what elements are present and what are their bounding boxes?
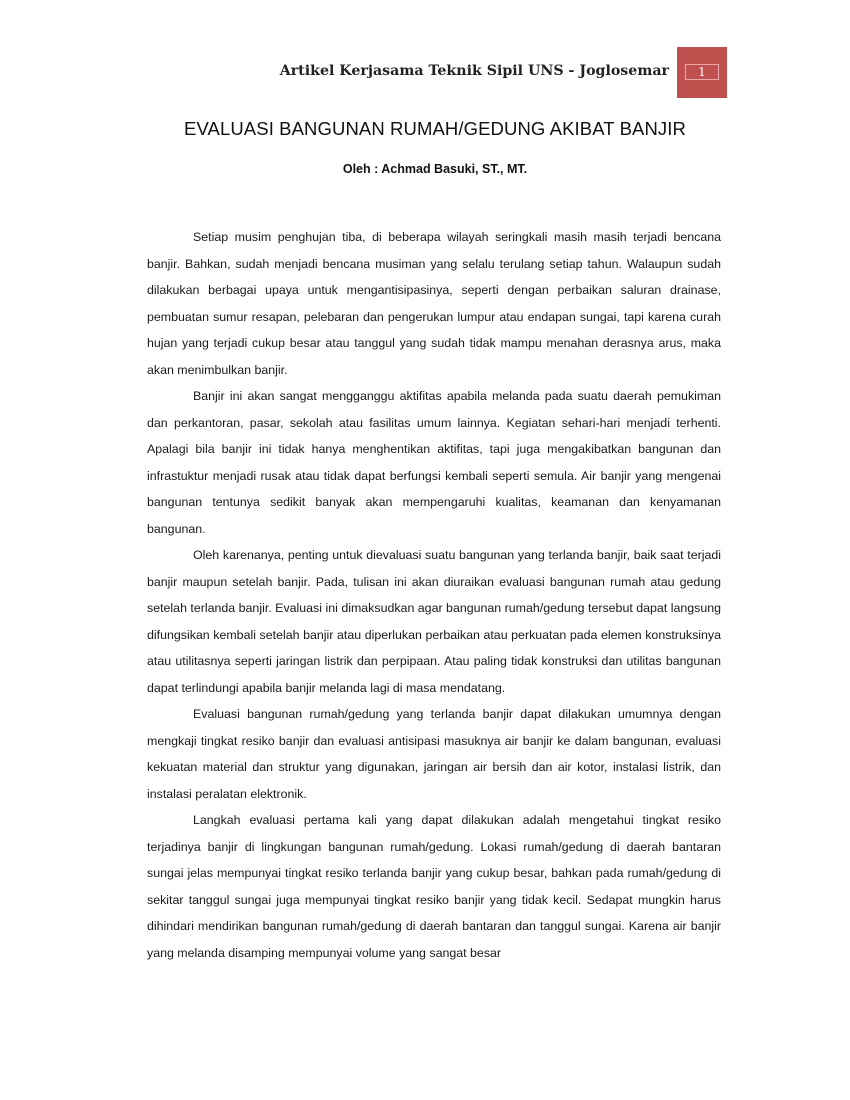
article-body	[147, 224, 721, 966]
paragraph: Evaluasi bangunan rumah/gedung yang terlanda banjir dapat dilakukan umumnya dengan mengkaji tingkat resiko banjir dan evaluasi antisipasi masuknya air banjir ke dalam bangunan, evaluasi kekuatan material dan struktur yang digunakan, jaringan air bersih dan air kotor, instalasi listrik, dan instalasi peralatan elektronik.	[147, 707, 721, 801]
paragraph: Langkah evaluasi pertama kali yang dapat dilakukan adalah mengetahui tingkat resiko terjadinya banjir di lingkungan bangunan rumah/gedung. Lokasi rumah/gedung di daerah bantaran sungai jelas mempunyai tingkat resiko terlanda banjir yang cukup besar, bahkan pada rumah/gedung di sekitar tanggul sungai juga mempunyai tingkat resiko banjir yang tidak kecil. Sedapat mungkin harus dihindari mendirikan bangunan rumah/gedung di daerah bantaran dan tanggul sungai. Karena air banjir yang melanda disamping mempunyai volume yang sangat besar	[147, 813, 721, 960]
article-title: EVALUASI BANGUNAN RUMAH/GEDUNG AKIBAT BANJIR	[184, 118, 686, 139]
paragraph: Setiap musim penghujan tiba, di beberapa wilayah seringkali masih masih terjadi bencana banjir. Bahkan, sudah menjadi bencana musiman yang selalu terulang setiap tahun. Walaupun sudah dilakukan berbagai upaya untuk mengantisipasinya, seperti dengan perbaikan saluran drainase, pembuatan sumur resapan, pelebaran dan pengerukan lumpur atau endapan sungai, tapi karena curah hujan yang terjadi cukup besar atau tanggul yang sudah tidak mampu menahan derasnya arus, maka akan menimbulkan banjir.	[147, 230, 721, 377]
paragraph: Oleh karenanya, penting untuk dievaluasi suatu bangunan yang terlanda banjir, baik saat terjadi banjir maupun setelah banjir. Pada, tulisan ini akan diuraikan evaluasi bangunan rumah atau gedung setelah terlanda banjir. Evaluasi ini dimaksudkan agar bangunan rumah/gedung tersebut dapat langsung difungsikan kembali setelah banjir atau diperlukan perbaikan atau perkuatan pada elemen konstruksinya atau utilitasnya seperti jaringan listrik dan perpipaan. Atau paling tidak konstruksi dan utilitas bangunan dapat terlindungi apabila banjir melanda lagi di masa mendatang.	[147, 548, 721, 695]
page-number-badge	[677, 47, 727, 98]
page-number: 1	[698, 65, 706, 79]
paragraph: Banjir ini akan sangat mengganggu aktifitas apabila melanda pada suatu daerah pemukiman dan perkantoran, pasar, sekolah atau fasilitas umum lainnya. Kegiatan sehari-hari menjadi terhenti. Apalagi bila banjir ini tidak hanya menghentikan aktifitas, tapi juga mengakibatkan bangunan dan infrastuktur menjadi rusak atau tidak dapat berfungsi kembali seperti semula. Air banjir yang mengenai bangunan tentunya sedikit banyak akan mempengaruhi kualitas, keamanan dan kenyamanan bangunan.	[147, 389, 721, 536]
article-author: Oleh : Achmad Basuki, ST., MT.	[342, 162, 528, 176]
running-header-title: Artikel Kerjasama Teknik Sipil UNS - Joglosemar	[279, 63, 669, 79]
